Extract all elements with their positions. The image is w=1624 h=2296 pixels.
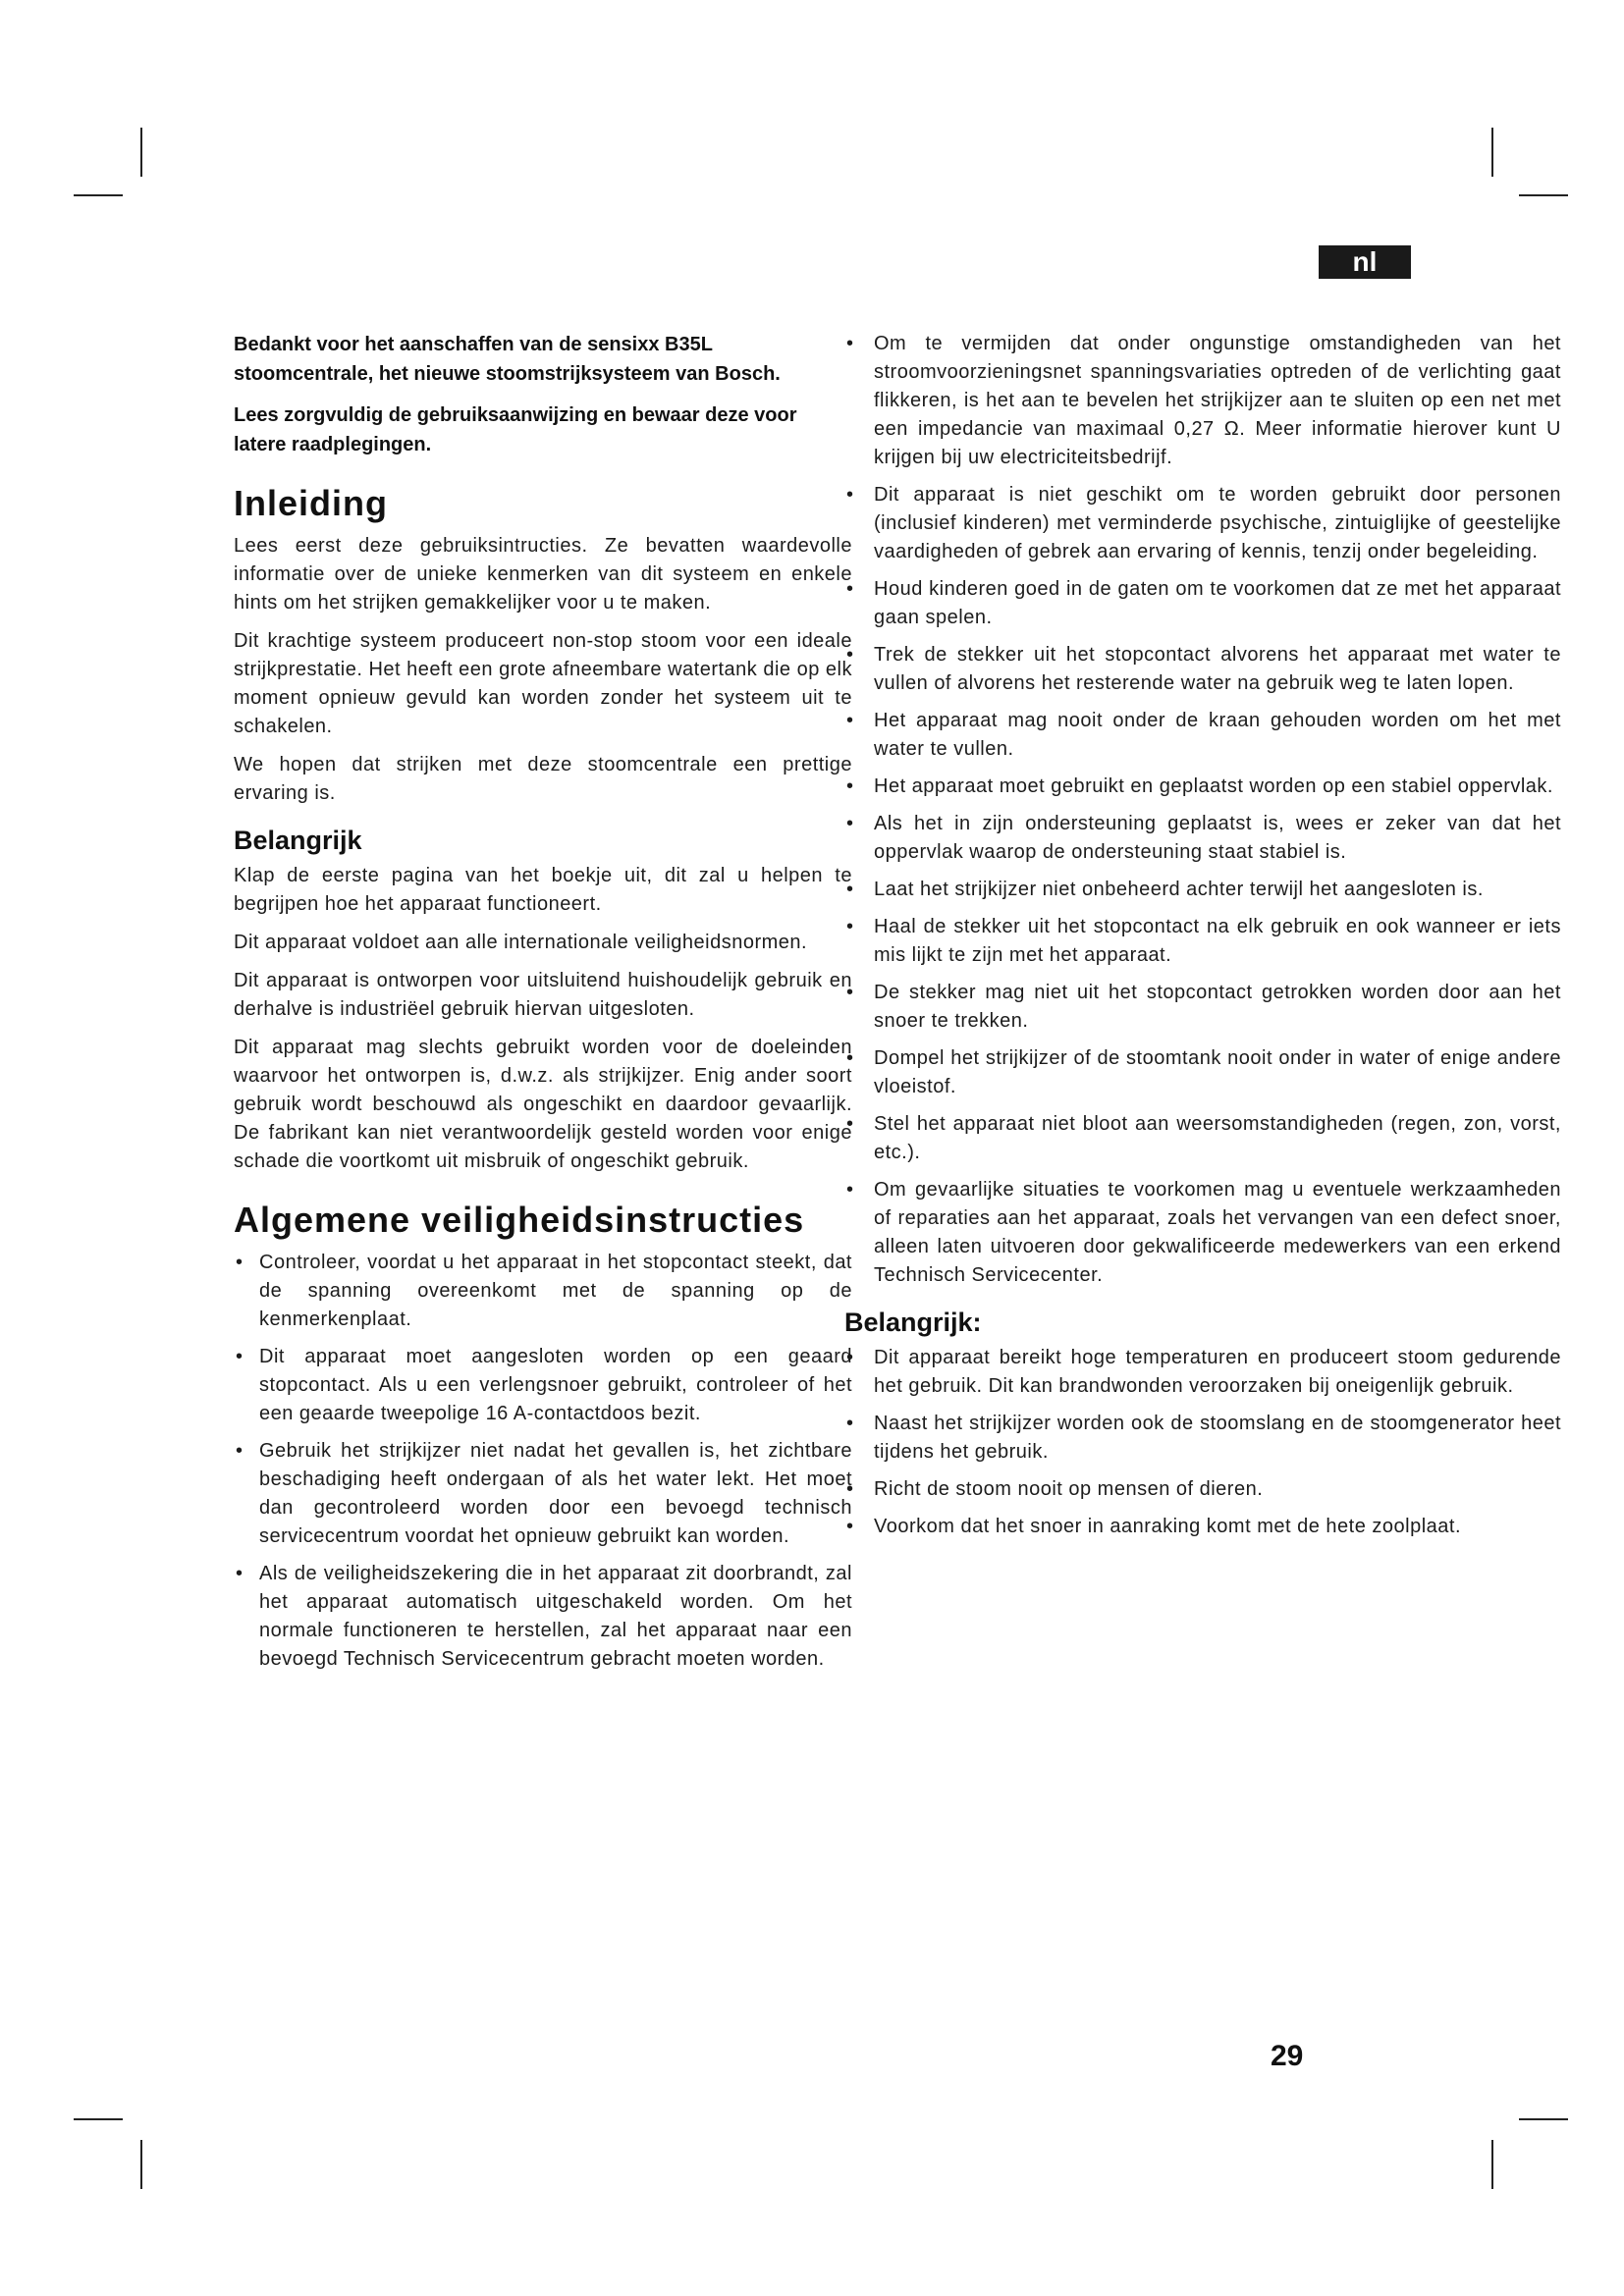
warning-list bbox=[844, 1344, 1561, 1541]
left-column bbox=[234, 330, 852, 1682]
language-badge: nl bbox=[1319, 245, 1411, 279]
list-item: • Om gevaarlijke situaties te voorkomen mag u eventuele werkzaamheden of reparaties aan het apparaat, zoals het vervangen van een defect snoer, alleen laten uitvoeren door gekwalificeerde medewerkers van een erkend Technisch Servicecenter. bbox=[844, 1176, 1561, 1290]
list-item: • Het apparaat mag nooit onder de kraan gehouden worden om het met water te vullen. bbox=[844, 707, 1561, 764]
list-item: • Gebruik het strijkijzer niet nadat het gevallen is, het zichtbare beschadiging heeft ondergaan of als het water lekt. Het moet dan gecontroleerd worden door een bevoegd technisch servicecentrum voordat het opnieuw gebruikt kan worden. bbox=[234, 1437, 852, 1551]
list-item: • Houd kinderen goed in de gaten om te voorkomen dat ze met het apparaat gaan spelen. bbox=[844, 575, 1561, 632]
list-item: • Voorkom dat het snoer in aanraking komt met de hete zoolplaat. bbox=[844, 1513, 1561, 1541]
crop-mark bbox=[1519, 194, 1568, 196]
paragraph: We hopen dat strijken met deze stoomcentrale een prettige ervaring is. bbox=[234, 754, 852, 804]
paragraph: Dit apparaat voldoet aan alle internationale veiligheidsnormen. bbox=[234, 932, 808, 953]
list-item: • Stel het apparaat niet bloot aan weersomstandigheden (regen, zon, vorst, etc.). bbox=[844, 1110, 1561, 1167]
crop-mark bbox=[1491, 2140, 1493, 2189]
safety-list bbox=[234, 1249, 852, 1674]
page-number: 29 bbox=[1271, 2040, 1304, 2072]
list-item: • Dit apparaat moet aangesloten worden op een geaard stopcontact. Als u een verlengsnoer gebruikt, controleer of het een geaarde tweepolige 16 A-contactdoos bezit. bbox=[234, 1343, 852, 1428]
section-title-inleiding: Inleiding bbox=[234, 483, 388, 523]
crop-mark bbox=[140, 2140, 142, 2189]
list-item: • Dompel het strijkijzer of de stoomtank nooit onder in water of enige andere vloeistof. bbox=[844, 1044, 1561, 1101]
list-item: • De stekker mag niet uit het stopcontact getrokken worden door aan het snoer te trekken. bbox=[844, 979, 1561, 1036]
section-title-veiligheid: Algemene veiligheidsinstructies bbox=[234, 1200, 805, 1240]
list-item: • Controleer, voordat u het apparaat in het stopcontact steekt, dat de spanning overeenkomt met de spanning op de kenmerkenplaat. bbox=[234, 1249, 852, 1334]
safety-list-continued bbox=[844, 330, 1561, 1290]
list-item: • Het apparaat moet gebruikt en geplaatst worden op een stabiel oppervlak. bbox=[844, 773, 1561, 801]
list-item: • Als de veiligheidszekering die in het apparaat zit doorbrandt, zal het apparaat automatisch uitgeschakeld worden. Om het normale functioneren te herstellen, zal het apparaat naar een bevoegd Technisch Servicecentrum gebracht moeten worden. bbox=[234, 1560, 852, 1674]
list-item: • Dit apparaat is niet geschikt om te worden gebruikt door personen (inclusief kinderen) met verminderde psychische, zintuiglijke of geestelijke vaardigheden of gebrek aan ervaring of kennis, tenzij onder begeleiding. bbox=[844, 481, 1561, 566]
list-item: • Als het in zijn ondersteuning geplaatst is, wees er zeker van dat het oppervlak waarop de ondersteuning staat stabiel is. bbox=[844, 810, 1561, 867]
paragraph: Lees eerst deze gebruiksintructies. Ze bevatten waardevolle informatie over de unieke kenmerken van dit systeem en enkele hints om het strijken gemakkelijker voor u te maken. bbox=[234, 535, 852, 614]
crop-mark bbox=[140, 128, 142, 177]
paragraph: Dit krachtige systeem produceert non-stop stoom voor een ideale strijkprestatie. Het heeft een grote afneembare watertank die op elk moment opnieuw gevuld kan worden zonder het systeem uit te schakelen. bbox=[234, 630, 852, 737]
crop-mark bbox=[1519, 2118, 1568, 2120]
crop-mark bbox=[1491, 128, 1493, 177]
intro-thanks: Bedankt voor het aanschaffen van de sensixx B35L stoomcentrale, het nieuwe stoomstrijksysteem van Bosch. bbox=[234, 334, 781, 385]
section-title-belangrijk: Belangrijk bbox=[234, 826, 362, 855]
list-item: • Haal de stekker uit het stopcontact na elk gebruik en ook wanneer er iets mis lijkt te zijn met het apparaat. bbox=[844, 913, 1561, 970]
section-title-belangrijk-2: Belangrijk: bbox=[844, 1308, 982, 1337]
paragraph: Dit apparaat is ontworpen voor uitsluitend huishoudelijk gebruik en derhalve is industriëel gebruik hiervan uitgesloten. bbox=[234, 970, 852, 1020]
crop-mark bbox=[74, 2118, 123, 2120]
list-item: • Laat het strijkijzer niet onbeheerd achter terwijl het aangesloten is. bbox=[844, 876, 1561, 904]
right-column bbox=[844, 330, 1561, 1550]
list-item: • Trek de stekker uit het stopcontact alvorens het apparaat met water te vullen of alvorens het resterende water na gebruik weg te laten lopen. bbox=[844, 641, 1561, 698]
list-item: • Naast het strijkijzer worden ook de stoomslang en de stoomgenerator heet tijdens het gebruik. bbox=[844, 1410, 1561, 1467]
paragraph: Klap de eerste pagina van het boekje uit, dit zal u helpen te begrijpen hoe het apparaat functioneert. bbox=[234, 865, 852, 915]
list-item: • Richt de stoom nooit op mensen of dieren. bbox=[844, 1475, 1561, 1504]
list-item: • Om te vermijden dat onder ongunstige omstandigheden van het stroomvoorzieningsnet spanningsvariaties optreden of de verlichting gaat flikkeren, is het aan te bevelen het strijkijzer aan te sluiten op een net met een impedancie van maximaal 0,27 Ω. Meer informatie hierover kunt U krijgen bij uw electriciteitsbedrijf. bbox=[844, 330, 1561, 472]
list-item: • Dit apparaat bereikt hoge temperaturen en produceert stoom gedurende het gebruik. Dit kan brandwonden veroorzaken bij oneigenlijk gebruik. bbox=[844, 1344, 1561, 1401]
crop-mark bbox=[74, 194, 123, 196]
intro-read-manual: Lees zorgvuldig de gebruiksaanwijzing en bewaar deze voor latere raadplegingen. bbox=[234, 404, 797, 455]
paragraph: Dit apparaat mag slechts gebruikt worden voor de doeleinden waarvoor het ontworpen is, d.w.z. als strijkijzer. Enig ander soort gebruik wordt beschouwd als ongeschikt en daardoor gevaarlijk. De fabrikant kan niet verantwoordelijk gesteld worden voor enige schade die voortkomt uit misbruik of ongeschikt gebruik. bbox=[234, 1037, 852, 1172]
